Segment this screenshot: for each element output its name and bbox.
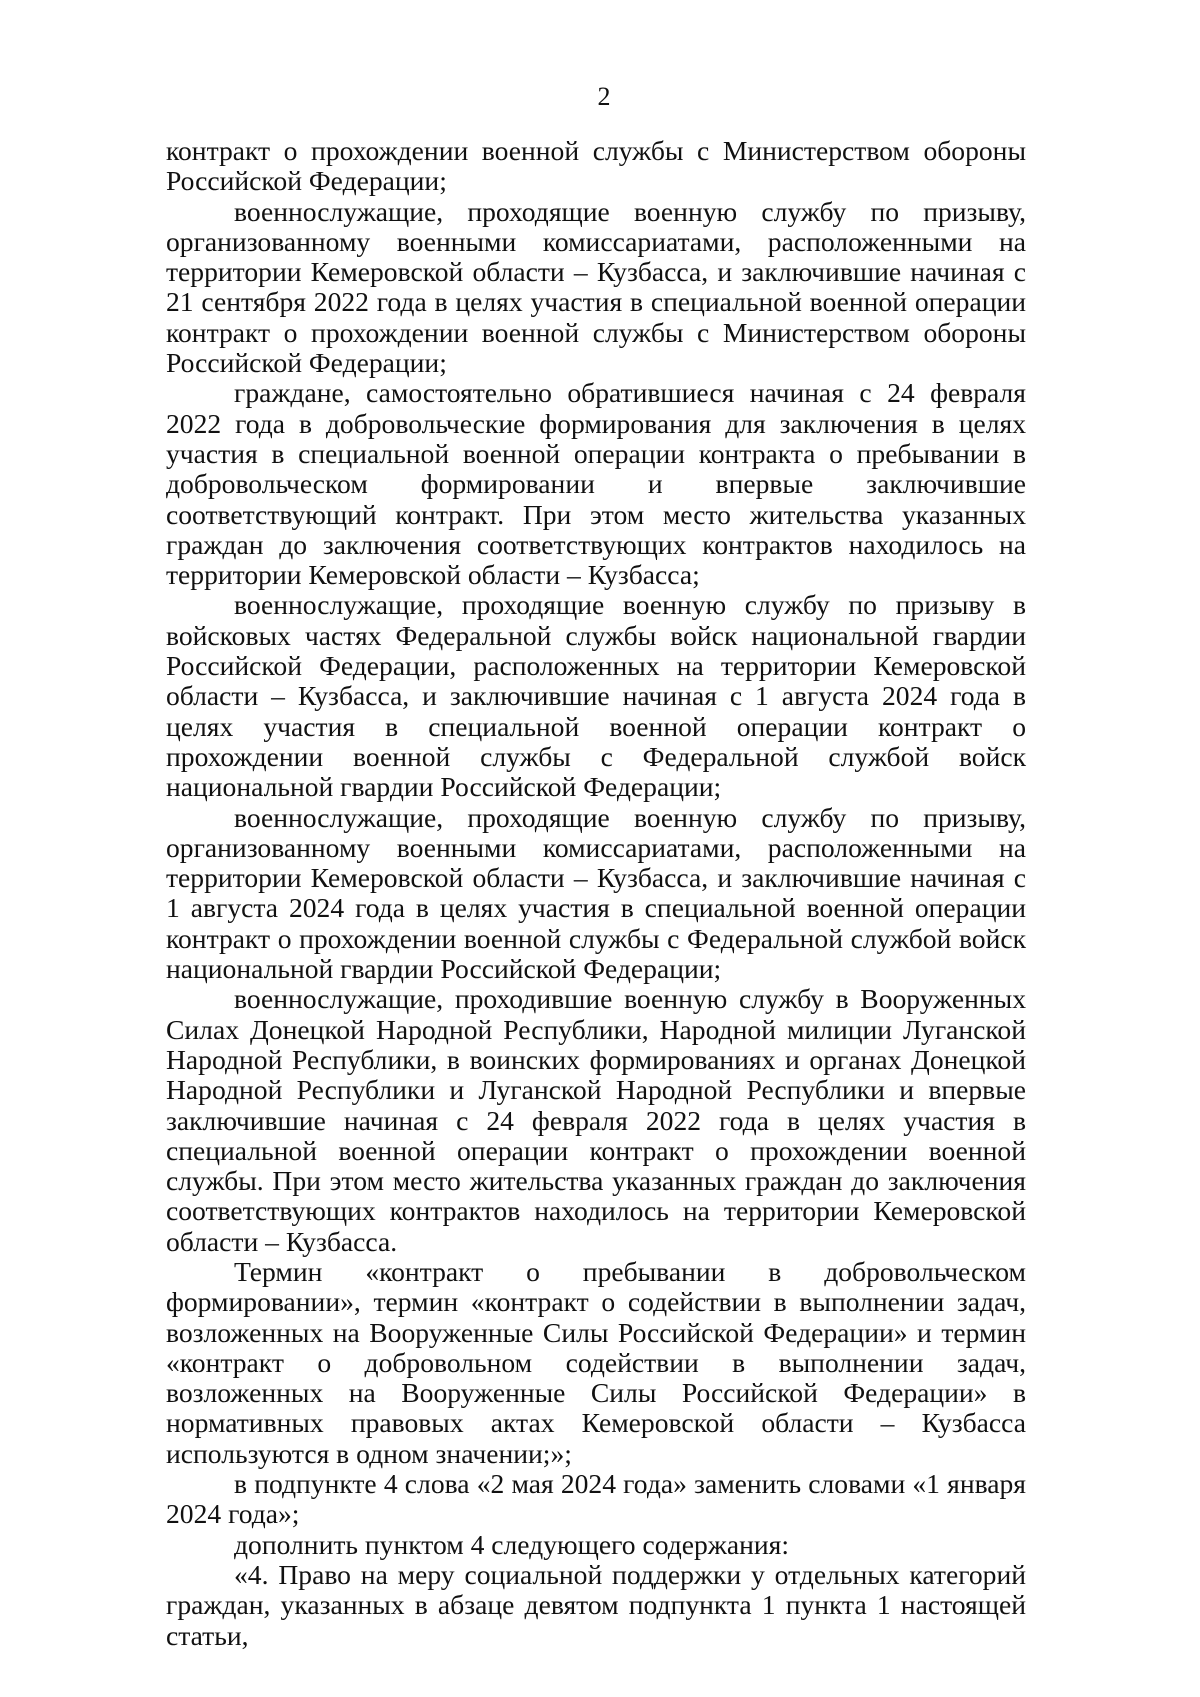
page-number: 2 (597, 82, 611, 111)
paragraph-dnr-lnr-servicemen: военнослужащие, проходившие военную службу в Вооруженных Силах Донецкой Народной Республики, Народной милиции Луганской Народной Республики, в воинских формированиях и органах Донецкой Народной Республики и Луганской Народной Республики и впервые заключившие начиная с 24 февраля 2022 года в целях участия в специальной военной операции контракт о прохождении военной службы. При этом место жительства указанных граждан до заключения соответствующих контрактов находилось на территории Кемеровской области – Кузбасса. (166, 983, 1026, 1257)
paragraph-volunteers: граждане, самостоятельно обратившиеся начиная с 24 февраля 2022 года в добровольческие формирования для заключения в целях участия в специальной военной операции контракта о пребывании в добровольческом формировании и впервые заключившие соответствующий контракт. При этом место жительства указанных граждан до заключения соответствующих контрактов находилось на территории Кемеровской области – Кузбасса; (166, 377, 1026, 591)
paragraph-add-point-4: дополнить пунктом 4 следующего содержания: (234, 1528, 789, 1560)
document-body (166, 136, 1026, 1651)
paragraph-conscripts-rosgvardia-contract: военнослужащие, проходящие военную службу по призыву, организованному военными комиссариатами, расположенными на территории Кемеровской области – Кузбасса, и заключившие начиная с 1 августа 2024 года в целях участия в специальной военной операции контракт о прохождении военной службы с Федеральной службой войск национальной гвардии Российской Федерации; (166, 801, 1026, 985)
paragraph-terms-definition: Термин «контракт о пребывании в добровольческом формировании», термин «контракт о содействии в выполнении задач, возложенных на Вооруженные Силы Российской Федерации» и термин «контракт о добровольном содействии в выполнении задач, возложенных на Вооруженные Силы Российской Федерации» в нормативных правовых актах Кемеровской области – Кузбасса используются в одном значении;»; (166, 1255, 1026, 1469)
paragraph-conscripts-mod-contract: военнослужащие, проходящие военную службу по призыву, организованному военными комиссариатами, расположенными на территории Кемеровской области – Кузбасса, и заключившие начиная с 21 сентября 2022 года в целях участия в специальной военной операции контракт о прохождении военной службы с Министерством обороны Российской Федерации; (166, 195, 1026, 379)
paragraph-point-4-text: «4. Право на меру социальной поддержки у отдельных категорий граждан, указанных в абзаце девятом подпункта 1 пункта 1 настоящей статьи, (166, 1558, 1026, 1651)
paragraph-rosgvardia-units: военнослужащие, проходящие военную службу по призыву в войсковых частях Федеральной службы войск национальной гвардии Российской Федерации, расположенных на территории Кемеровской области – Кузбасса, и заключившие начиная с 1 августа 2024 года в целях участия в специальной военной операции контракт о прохождении военной службы с Федеральной службой войск национальной гвардии Российской Федерации; (166, 589, 1026, 803)
paragraph-subclause-4-amendment: в подпункте 4 слова «2 мая 2024 года» заменить словами «1 января 2024 года»; (166, 1468, 1026, 1530)
paragraph-continuation: контракт о прохождении военной службы с Министерством обороны Российской Федерации; (166, 135, 1026, 197)
